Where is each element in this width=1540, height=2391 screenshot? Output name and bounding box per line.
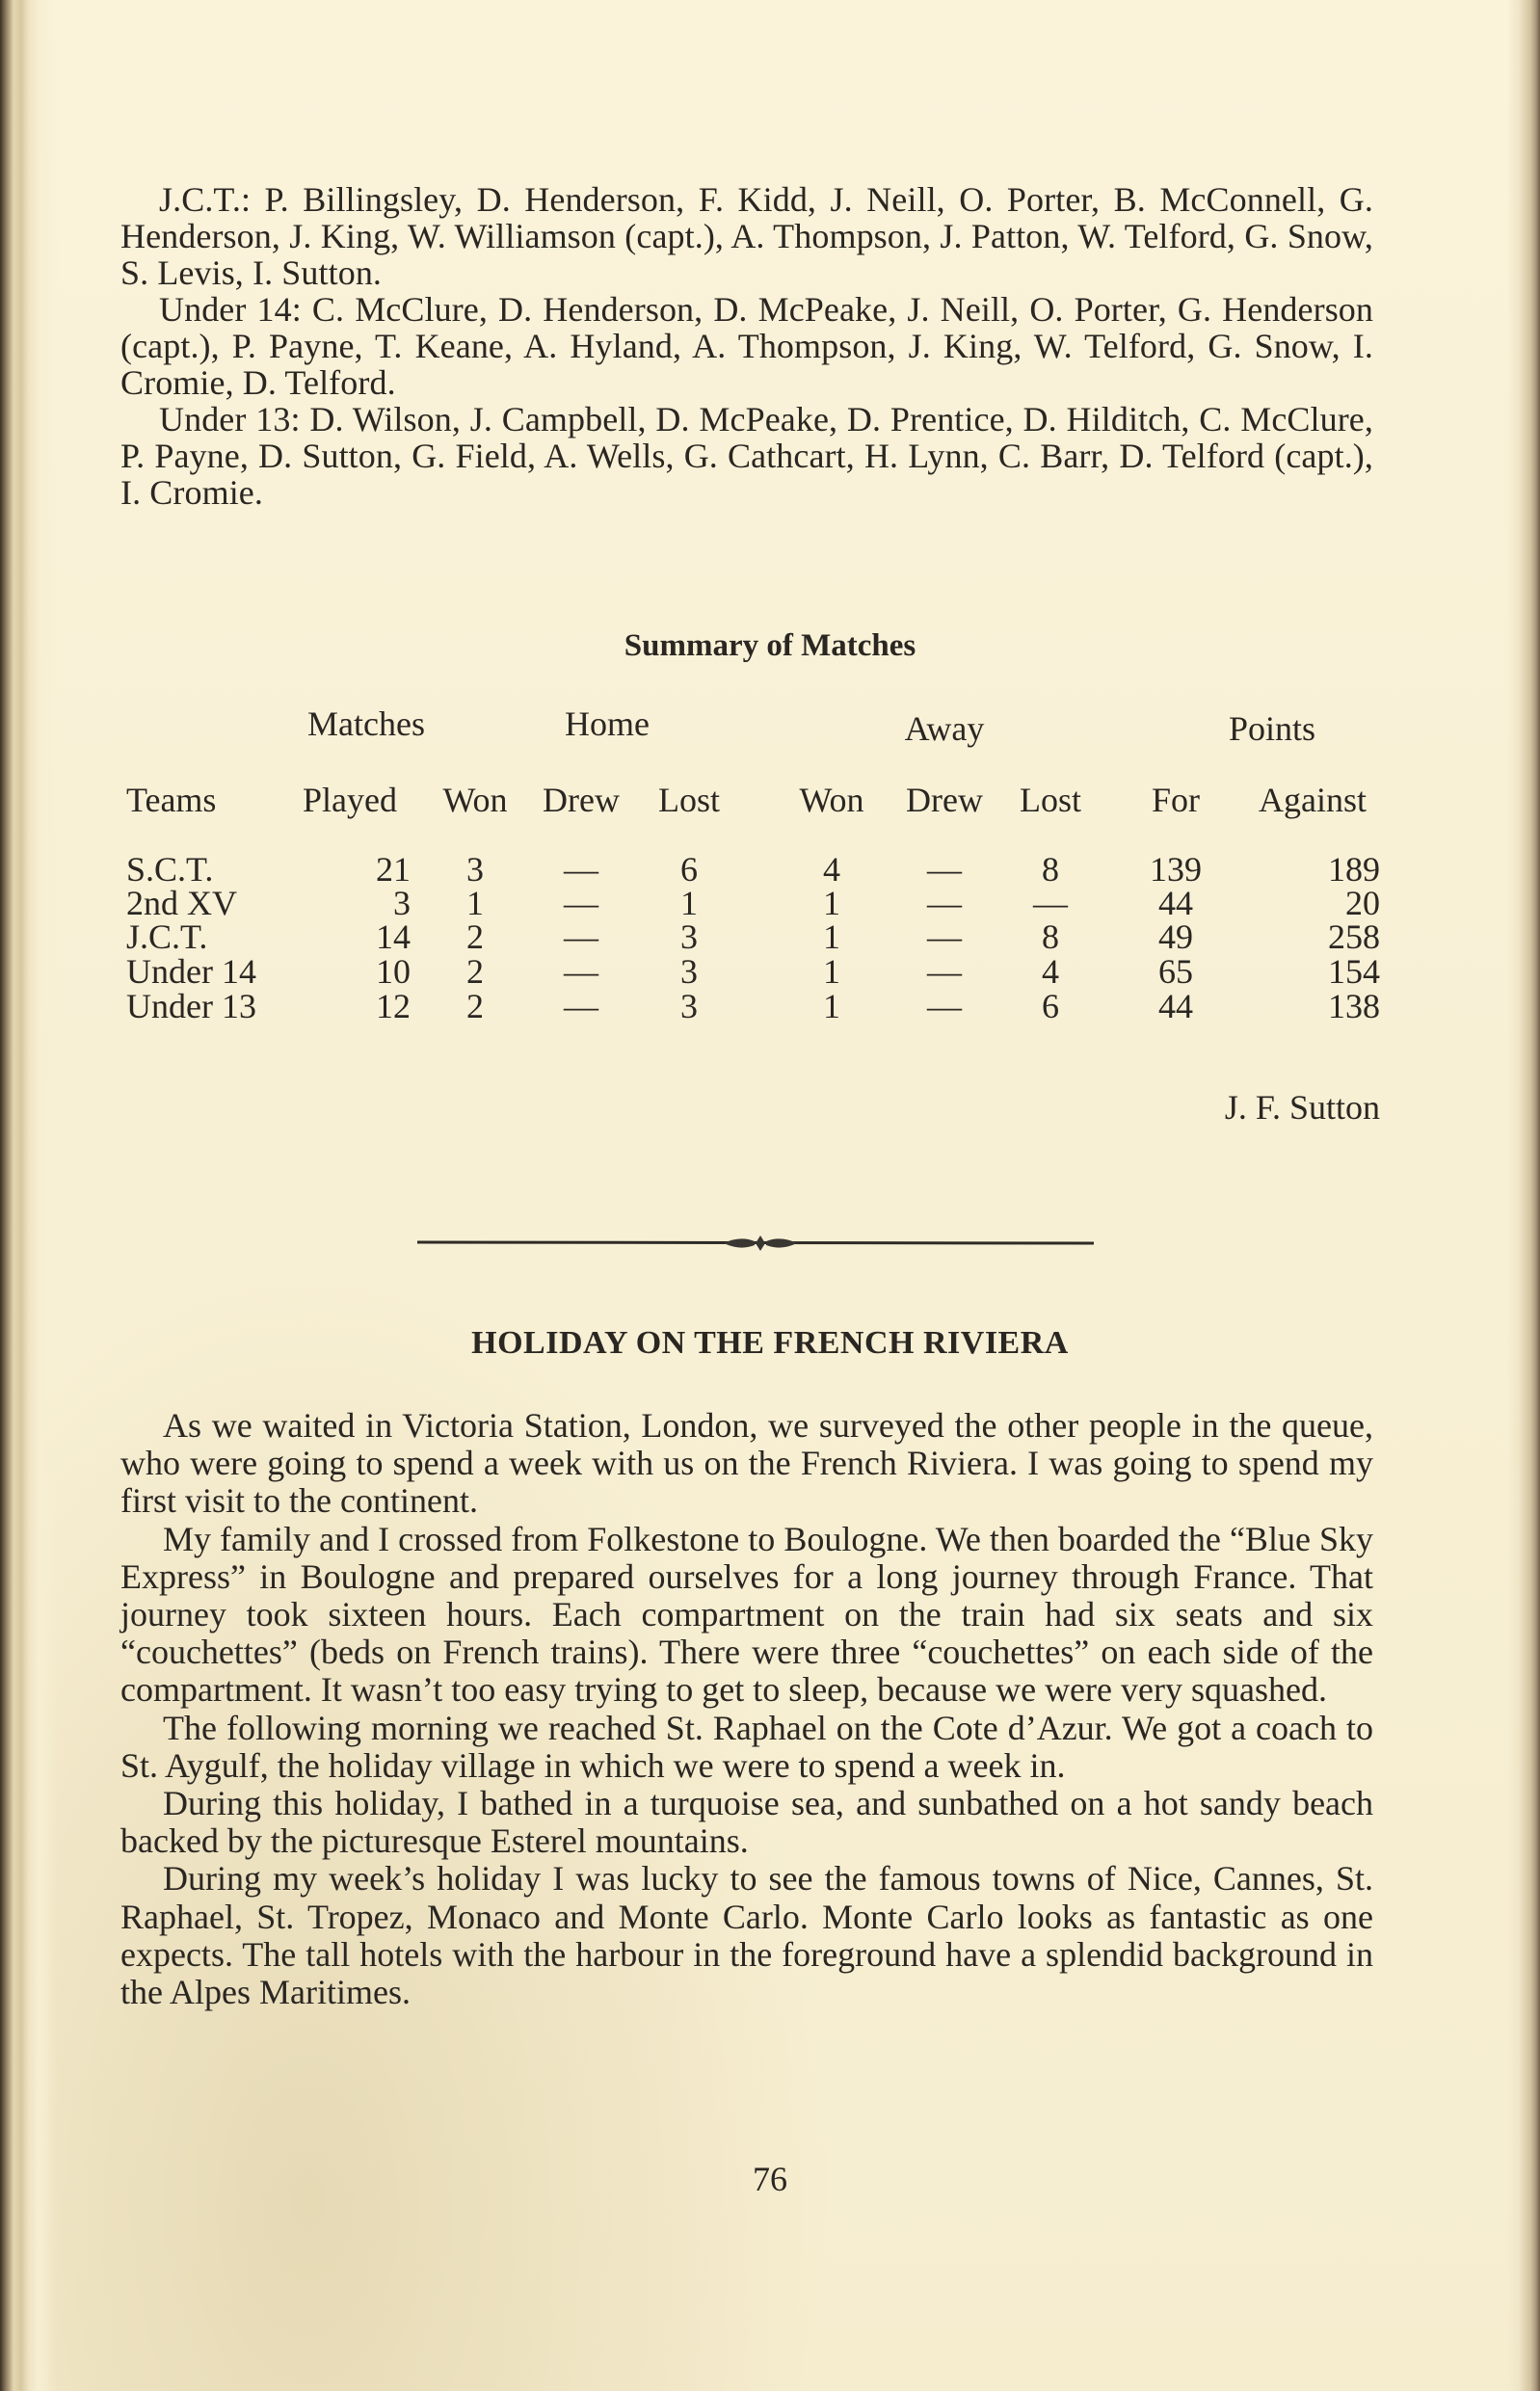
table-cell: 20 [1345,884,1380,922]
table-cell: 154 [1328,952,1380,991]
table-cell: 3 [680,987,698,1025]
roster-names: D. Wilson, J. Campbell, D. McPeake, D. Prentice, D. Hilditch, C. McClure, P. Payne, D. Sutton, G. Field, A. Wells, G. Cathcart, H. Lynn, C. Barr, D. Telford (capt.), I. Cromie. [120,400,1373,512]
page-number: 76 [753,2160,787,2198]
column-header: Lost [657,781,720,819]
table-cell: — [564,884,598,922]
table-cell: — [927,987,962,1025]
table-cell: 189 [1328,850,1380,889]
column-header: Teams [126,781,217,819]
article-paragraph: As we waited in Victoria Station, London, we surveyed the other people in the queue, who were going to spend a week with us on the French Riviera. I was going to spend my first visit to the continent. [120,1406,1373,1521]
column-header: Lost [1019,781,1081,819]
table-cell: — [927,952,962,991]
table-cell: 10 [376,952,411,991]
roster-names: P. Billingsley, D. Henderson, F. Kidd, J. Neill, O. Porter, B. McConnell, G. Henderson, J. King, W. Williamson (capt.), A. Thompson, J. Patton, W. Telford, G. Snow, S. Levis, I. Sutton. [120,180,1373,292]
table-cell: — [927,850,962,889]
roster-names: C. McClure, D. Henderson, D. McPeake, J. Neill, O. Porter, G. Henderson (capt.), P. Payne, T. Keane, A. Hyland, A. Thompson, J. King, W. Telford, G. Snow, I. Cromie, D. Telford. [120,290,1374,402]
roster-under-14 [120,291,1373,401]
article-paragraph: My family and I crossed from Folkestone to Boulogne. We then boarded the “Blue Sky Express” in Boulogne and prepared ourselves for a long journey through France. That journey took sixteen hours. Each compartment on the train had six seats and six “couchettes” (beds on French trains). There were three “couchettes” on each side of the compartment. It wasn’t too easy trying to get to sleep, because we were very squashed. [120,1519,1373,1710]
table-cell: 8 [1042,850,1059,889]
table-cell: 4 [1042,952,1059,991]
table-cell: 3 [466,850,484,889]
group-header-away: Away [904,709,985,748]
roster-jct [120,181,1373,291]
table-cell: 12 [376,987,411,1025]
table-cell: — [564,952,598,991]
column-header: Drew [906,781,983,819]
table-cell: 1 [823,917,840,956]
article-body [120,1407,1373,2011]
table-cell: 2 [466,987,484,1025]
column-header: For [1151,781,1200,819]
table-cell: 1 [466,884,484,922]
team-name-cell: J.C.T. [126,917,208,956]
table-cell: — [1033,884,1068,922]
table-cell: 65 [1158,952,1193,991]
table-cell: 8 [1042,917,1059,956]
table-cell: 14 [376,917,411,956]
table-cell: — [564,987,598,1025]
table-cell: 2 [466,917,484,956]
table-cell: 6 [680,850,698,889]
table-cell: 1 [823,952,840,991]
table-cell: 21 [376,850,411,889]
column-header: Played [303,781,397,819]
table-cell: 1 [823,987,840,1025]
team-name-cell: Under 14 [126,952,256,991]
roster-under-13 [120,401,1373,511]
roster-team-label: J.C.T.: [159,180,252,219]
group-header-points: Points [1228,709,1316,748]
column-header: Won [442,781,508,819]
article-heading: HOLIDAY ON THE FRENCH RIVIERA [471,1325,1069,1361]
roster-team-label: Under 14: [159,290,302,329]
table-cell: 44 [1158,884,1193,922]
signature: J. F. Sutton [1224,1088,1380,1127]
table-cell: — [564,850,598,889]
table-cell: 3 [680,917,698,956]
roster-team-label: Under 13: [159,400,301,438]
table-cell: 1 [680,884,698,922]
table-cell: 49 [1158,917,1193,956]
article-paragraph: During this holiday, I bathed in a turquoise sea, and sunbathed on a hot sandy beach backed by the picturesque Esterel mountains. [120,1784,1373,1861]
table-cell: 2 [466,952,484,991]
table-cell: 44 [1158,987,1193,1025]
article-paragraph: During my week’s holiday I was lucky to see the famous towns of Nice, Cannes, St. Raphael, St. Tropez, Monaco and Monte Carlo. Monte Carlo looks as fantastic as one expects. The tall hotels with the harbour in the foreground have a splendid background in the Alpes Maritimes. [120,1859,1373,2012]
table-cell: 4 [823,850,840,889]
table-cell: 138 [1328,987,1380,1025]
ornamental-divider [417,1234,1094,1253]
table-cell: 3 [393,884,411,922]
table-cell: 1 [823,884,840,922]
column-header: Drew [543,781,620,819]
table-cell: 6 [1042,987,1059,1025]
group-header-matches: Matches [307,704,425,743]
article-paragraph: The following morning we reached St. Raphael on the Cote d’Azur. We got a coach to St. Aygulf, the holiday village in which we were to spend a week in. [120,1708,1373,1785]
team-name-cell: Under 13 [126,987,256,1025]
team-name-cell: 2nd XV [126,884,237,922]
table-cell: — [927,917,962,956]
column-header: Won [799,781,864,819]
table-cell: 258 [1328,917,1380,956]
table-cell: — [927,884,962,922]
team-name-cell: S.C.T. [126,850,214,889]
table-cell: 139 [1150,850,1202,889]
table-cell: — [564,917,598,956]
table-cell: 3 [680,952,698,991]
column-header: Against [1259,781,1367,819]
summary-title: Summary of Matches [624,628,916,663]
group-header-home: Home [565,704,650,743]
